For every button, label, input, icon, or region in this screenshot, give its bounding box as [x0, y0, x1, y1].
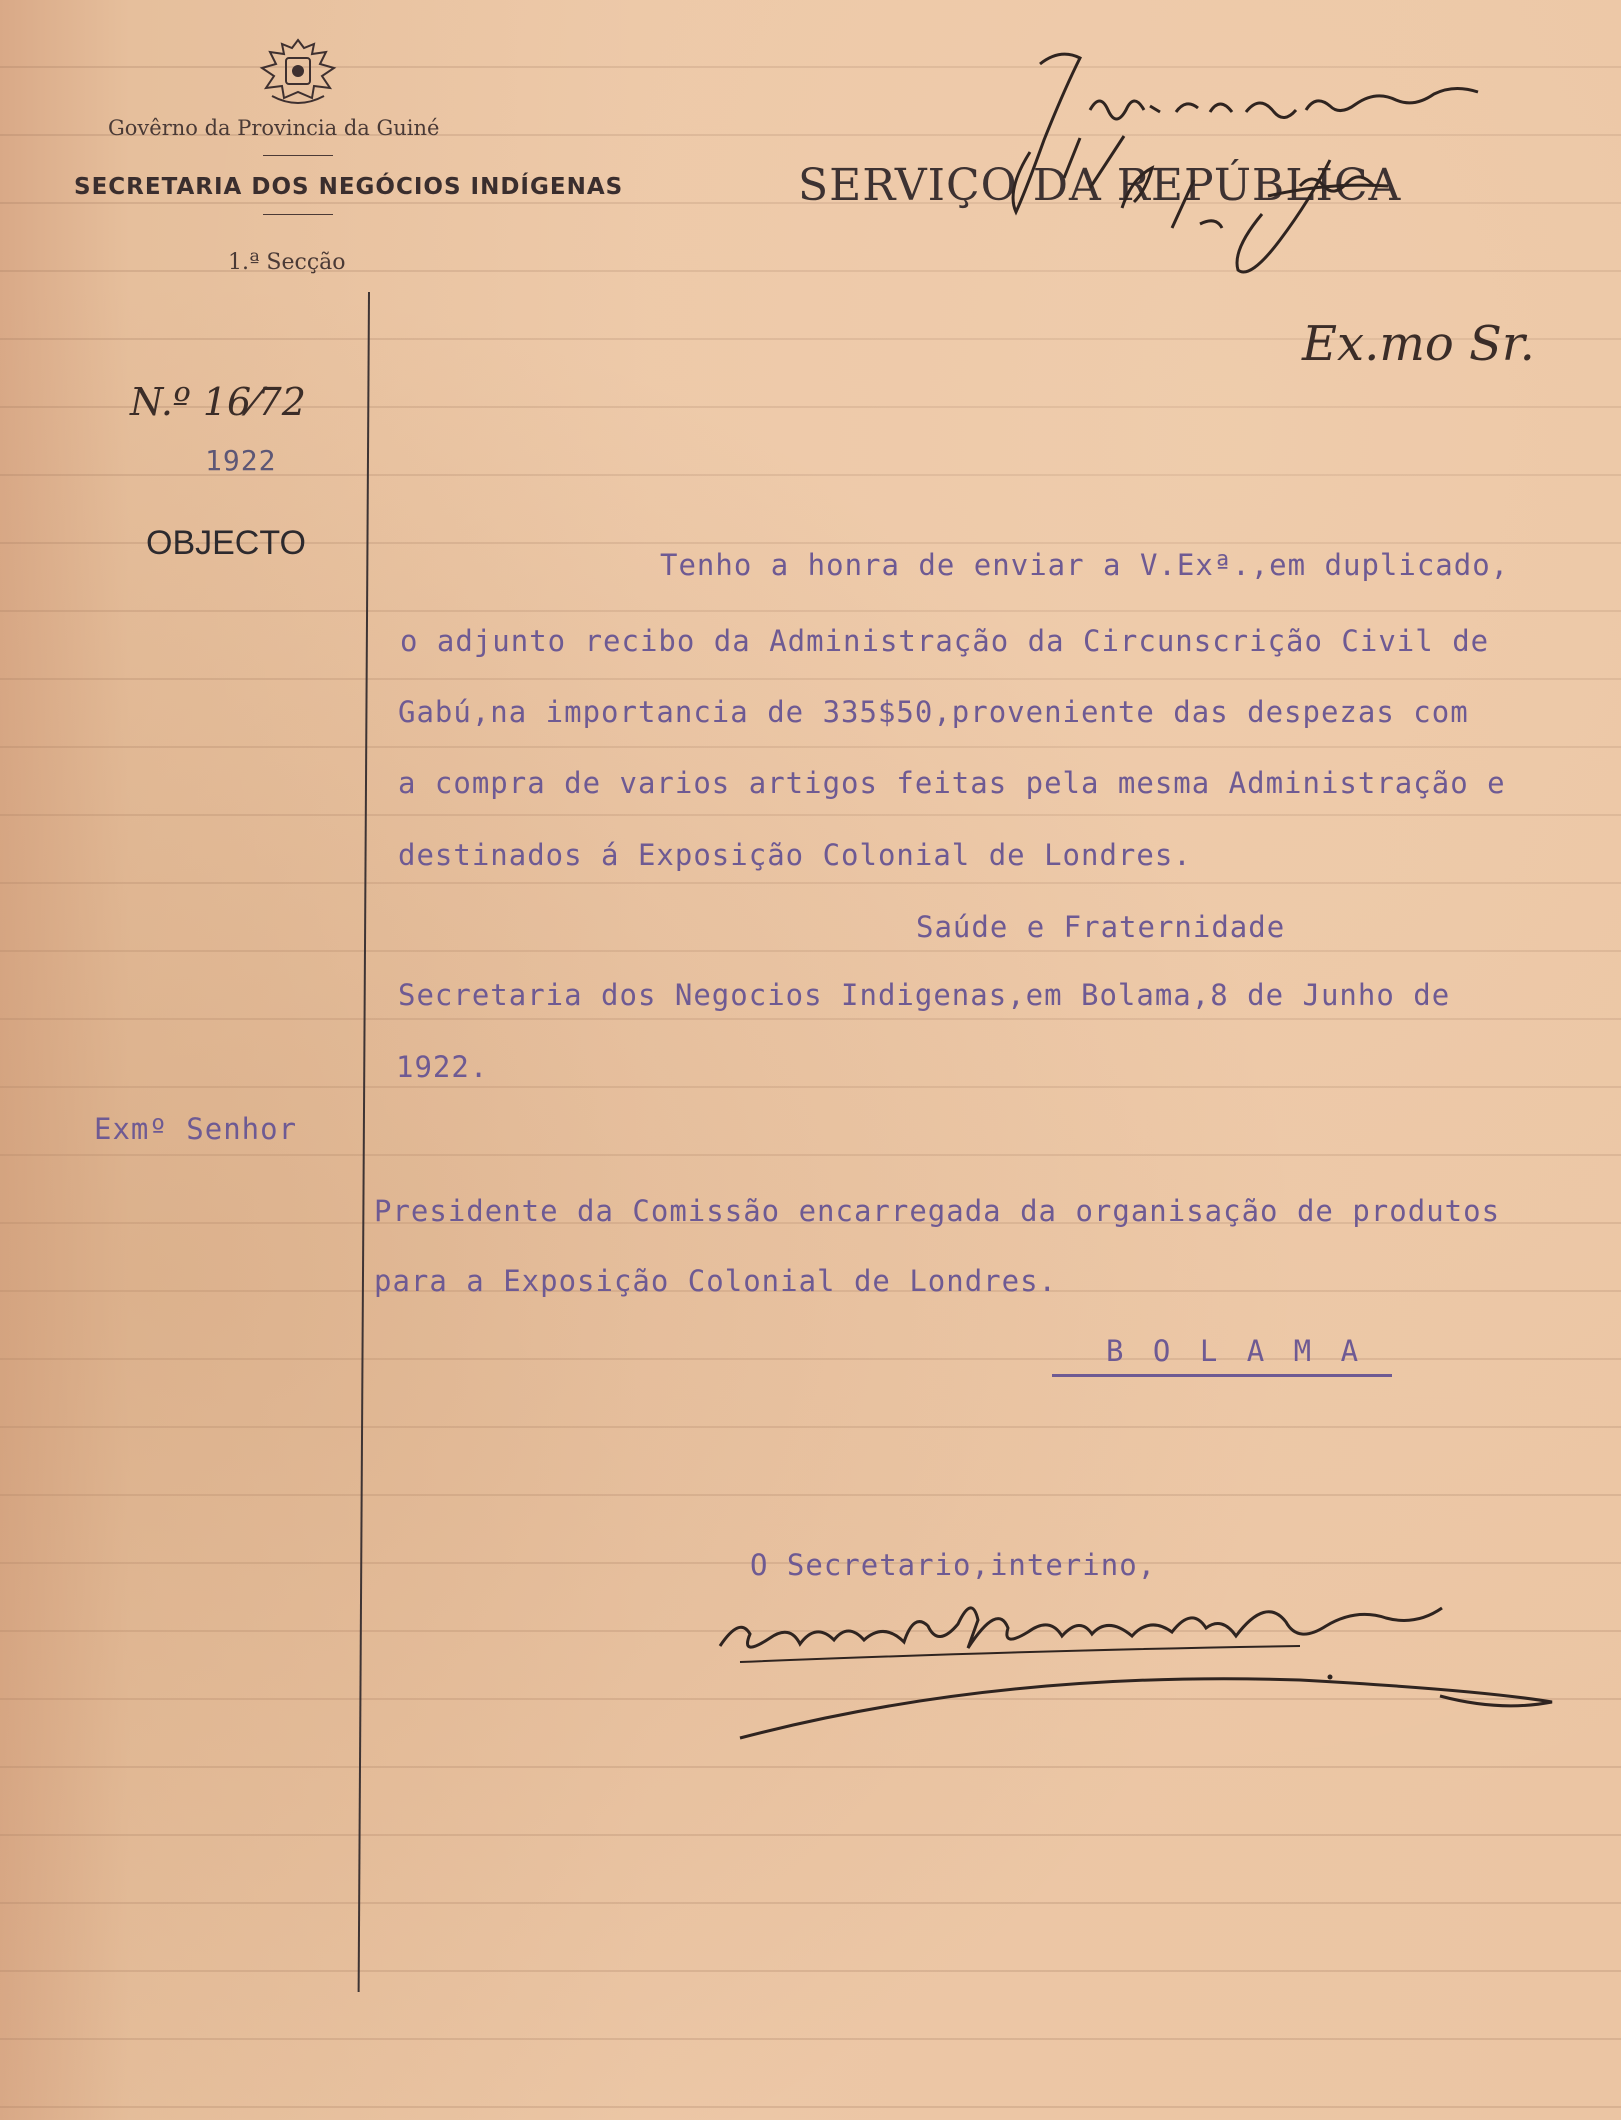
addressee-city: B O L A M A: [1106, 1334, 1365, 1368]
reference-number: N.º 16⁄72: [130, 380, 306, 424]
city-underline: [1052, 1374, 1392, 1377]
addressee-line: Presidente da Comissão encarregada da organisação de produtos: [374, 1194, 1501, 1228]
service-heading: SERVIÇO DA REPÚBLICA: [798, 160, 1402, 211]
addressee-greeting: Exmº Senhor: [94, 1112, 298, 1146]
header-divider: [263, 155, 333, 156]
body-line: a compra de varios artigos feitas pela mesma Administração e: [398, 766, 1506, 800]
place-date-line: 1922.: [396, 1050, 489, 1084]
government-heading: Govêrno da Provincia da Guiné: [108, 116, 440, 140]
body-line: Tenho a honra de enviar a V.Exª.,em duplicado,: [660, 548, 1510, 582]
reference-year: 1922: [205, 444, 277, 477]
secretariat-heading: SECRETARIA DOS NEGÓCIOS INDÍGENAS: [74, 174, 624, 200]
closing-phrase: Saúde e Fraternidade: [916, 910, 1286, 944]
body-line: o adjunto recibo da Administração da Circunscrição Civil de: [400, 624, 1490, 658]
margin-rule: [358, 292, 370, 1992]
signature-title: O Secretario,interino,: [750, 1548, 1157, 1582]
object-label: OBJECTO: [146, 524, 306, 562]
body-line: Gabú,na importancia de 335$50,proveniente das despezas com: [398, 695, 1469, 729]
section-label: 1.ª Secção: [228, 250, 346, 275]
coat-of-arms-emblem: [252, 36, 344, 106]
body-line: destinados á Exposição Colonial de Londres.: [398, 838, 1192, 872]
place-date-line: Secretaria dos Negocios Indigenas,em Bolama,8 de Junho de: [398, 978, 1451, 1012]
addressee-line: para a Exposição Colonial de Londres.: [374, 1264, 1058, 1298]
salutation: Ex.mo Sr.: [1302, 316, 1535, 372]
header-divider-2: [263, 214, 333, 215]
